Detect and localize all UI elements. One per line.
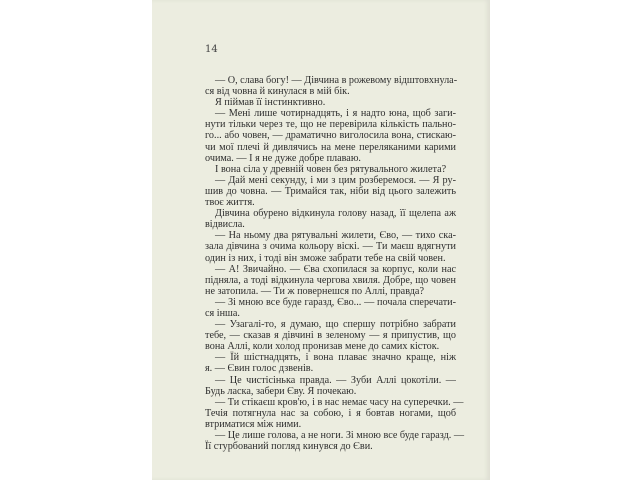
text-line: не затопила. — Ти ж повернешся по Аллі, правда? bbox=[205, 285, 424, 297]
page-number: 14 bbox=[205, 44, 218, 55]
text-line: ся інша. bbox=[205, 307, 240, 319]
text-line: один із них, і тоді він зможе забрати тебе на свій човен. bbox=[205, 252, 446, 264]
text-line: я. — Євин голос дзвенів. bbox=[205, 363, 314, 375]
text-line: — Мені лише чотирнадцять, і я надто юна, щоб заги- bbox=[215, 108, 456, 120]
text-line: — Ти стікаєш кров'ю, і в нас немає часу на суперечки. — bbox=[215, 396, 464, 408]
book-page bbox=[152, 0, 490, 480]
text-line: очима. — І я не дуже добре плаваю. bbox=[205, 152, 361, 164]
body-text bbox=[205, 75, 465, 453]
text-line: Течія потягнула нас за собою, і я бовтав ногами, щоб bbox=[205, 407, 456, 419]
text-line: тебе, — сказав я дівчині в зеленому — я припустив, що bbox=[205, 330, 456, 342]
text-line: Її стурбований погляд кинувся до Єви. bbox=[205, 441, 373, 453]
text-line: — Це лише голова, а не ноги. Зі мною все буде гаразд. — bbox=[215, 430, 465, 441]
text-line: твоє життя. bbox=[205, 197, 255, 209]
text-line: шив до човна. — Тримайся так, ніби від цього залежить bbox=[205, 185, 456, 197]
text-line: го... або човен, — драматично виголосила вона, стискаю- bbox=[205, 130, 456, 142]
text-line: — На ньому два рятувальні жилети, Єво, — тихо ска- bbox=[215, 230, 456, 242]
text-line: — Їй шістнадцять, і вона плаває значно краще, ніж bbox=[215, 352, 456, 364]
text-line: — Зі мною все буде гаразд, Єво... — почала сперечати- bbox=[215, 296, 456, 308]
text-line: нути тільки через те, що не перевірила кількість пально- bbox=[205, 119, 456, 131]
text-line: — Узагалі-то, я думаю, що спершу потрібно забрати bbox=[215, 319, 456, 331]
text-line: І вона сіла у древній човен без рятувального жилета? bbox=[215, 163, 447, 175]
text-line: відвисла. bbox=[205, 219, 245, 231]
text-line: — Дай мені секунду, і ми з цим розберемося. — Я ру- bbox=[215, 174, 456, 186]
text-line: чи мої плечі й дивлячись на мене переляканими карими bbox=[205, 141, 456, 153]
text-line: — Це чистісінька правда. — Зуби Аллі цокотіли. — bbox=[215, 374, 456, 386]
text-line: — О, слава богу! — Дівчина в рожевому відштовхнула- bbox=[215, 75, 458, 86]
text-line: вона Аллі, коли холод пронизав мене до самих кісток. bbox=[205, 341, 440, 353]
text-line: Я піймав її інстинктивно. bbox=[215, 97, 326, 109]
text-line: зала дівчина з очима кольору віскі. — Ти маєш вдягнути bbox=[205, 241, 456, 253]
text-line: Будь ласка, забери Єву. Я почекаю. bbox=[205, 385, 357, 397]
text-line: ся від човна й кинулася в мій бік. bbox=[205, 86, 350, 98]
text-line: втриматися між ними. bbox=[205, 418, 302, 430]
text-line: підняла, а тоді відкинула чергова хвиля. Добре, що човен bbox=[205, 274, 456, 286]
text-line: — А! Звичайно. — Єва схопилася за корпус, коли нас bbox=[215, 263, 456, 275]
text-line: Дівчина обурено відкинула голову назад, її щелепа аж bbox=[215, 208, 456, 220]
